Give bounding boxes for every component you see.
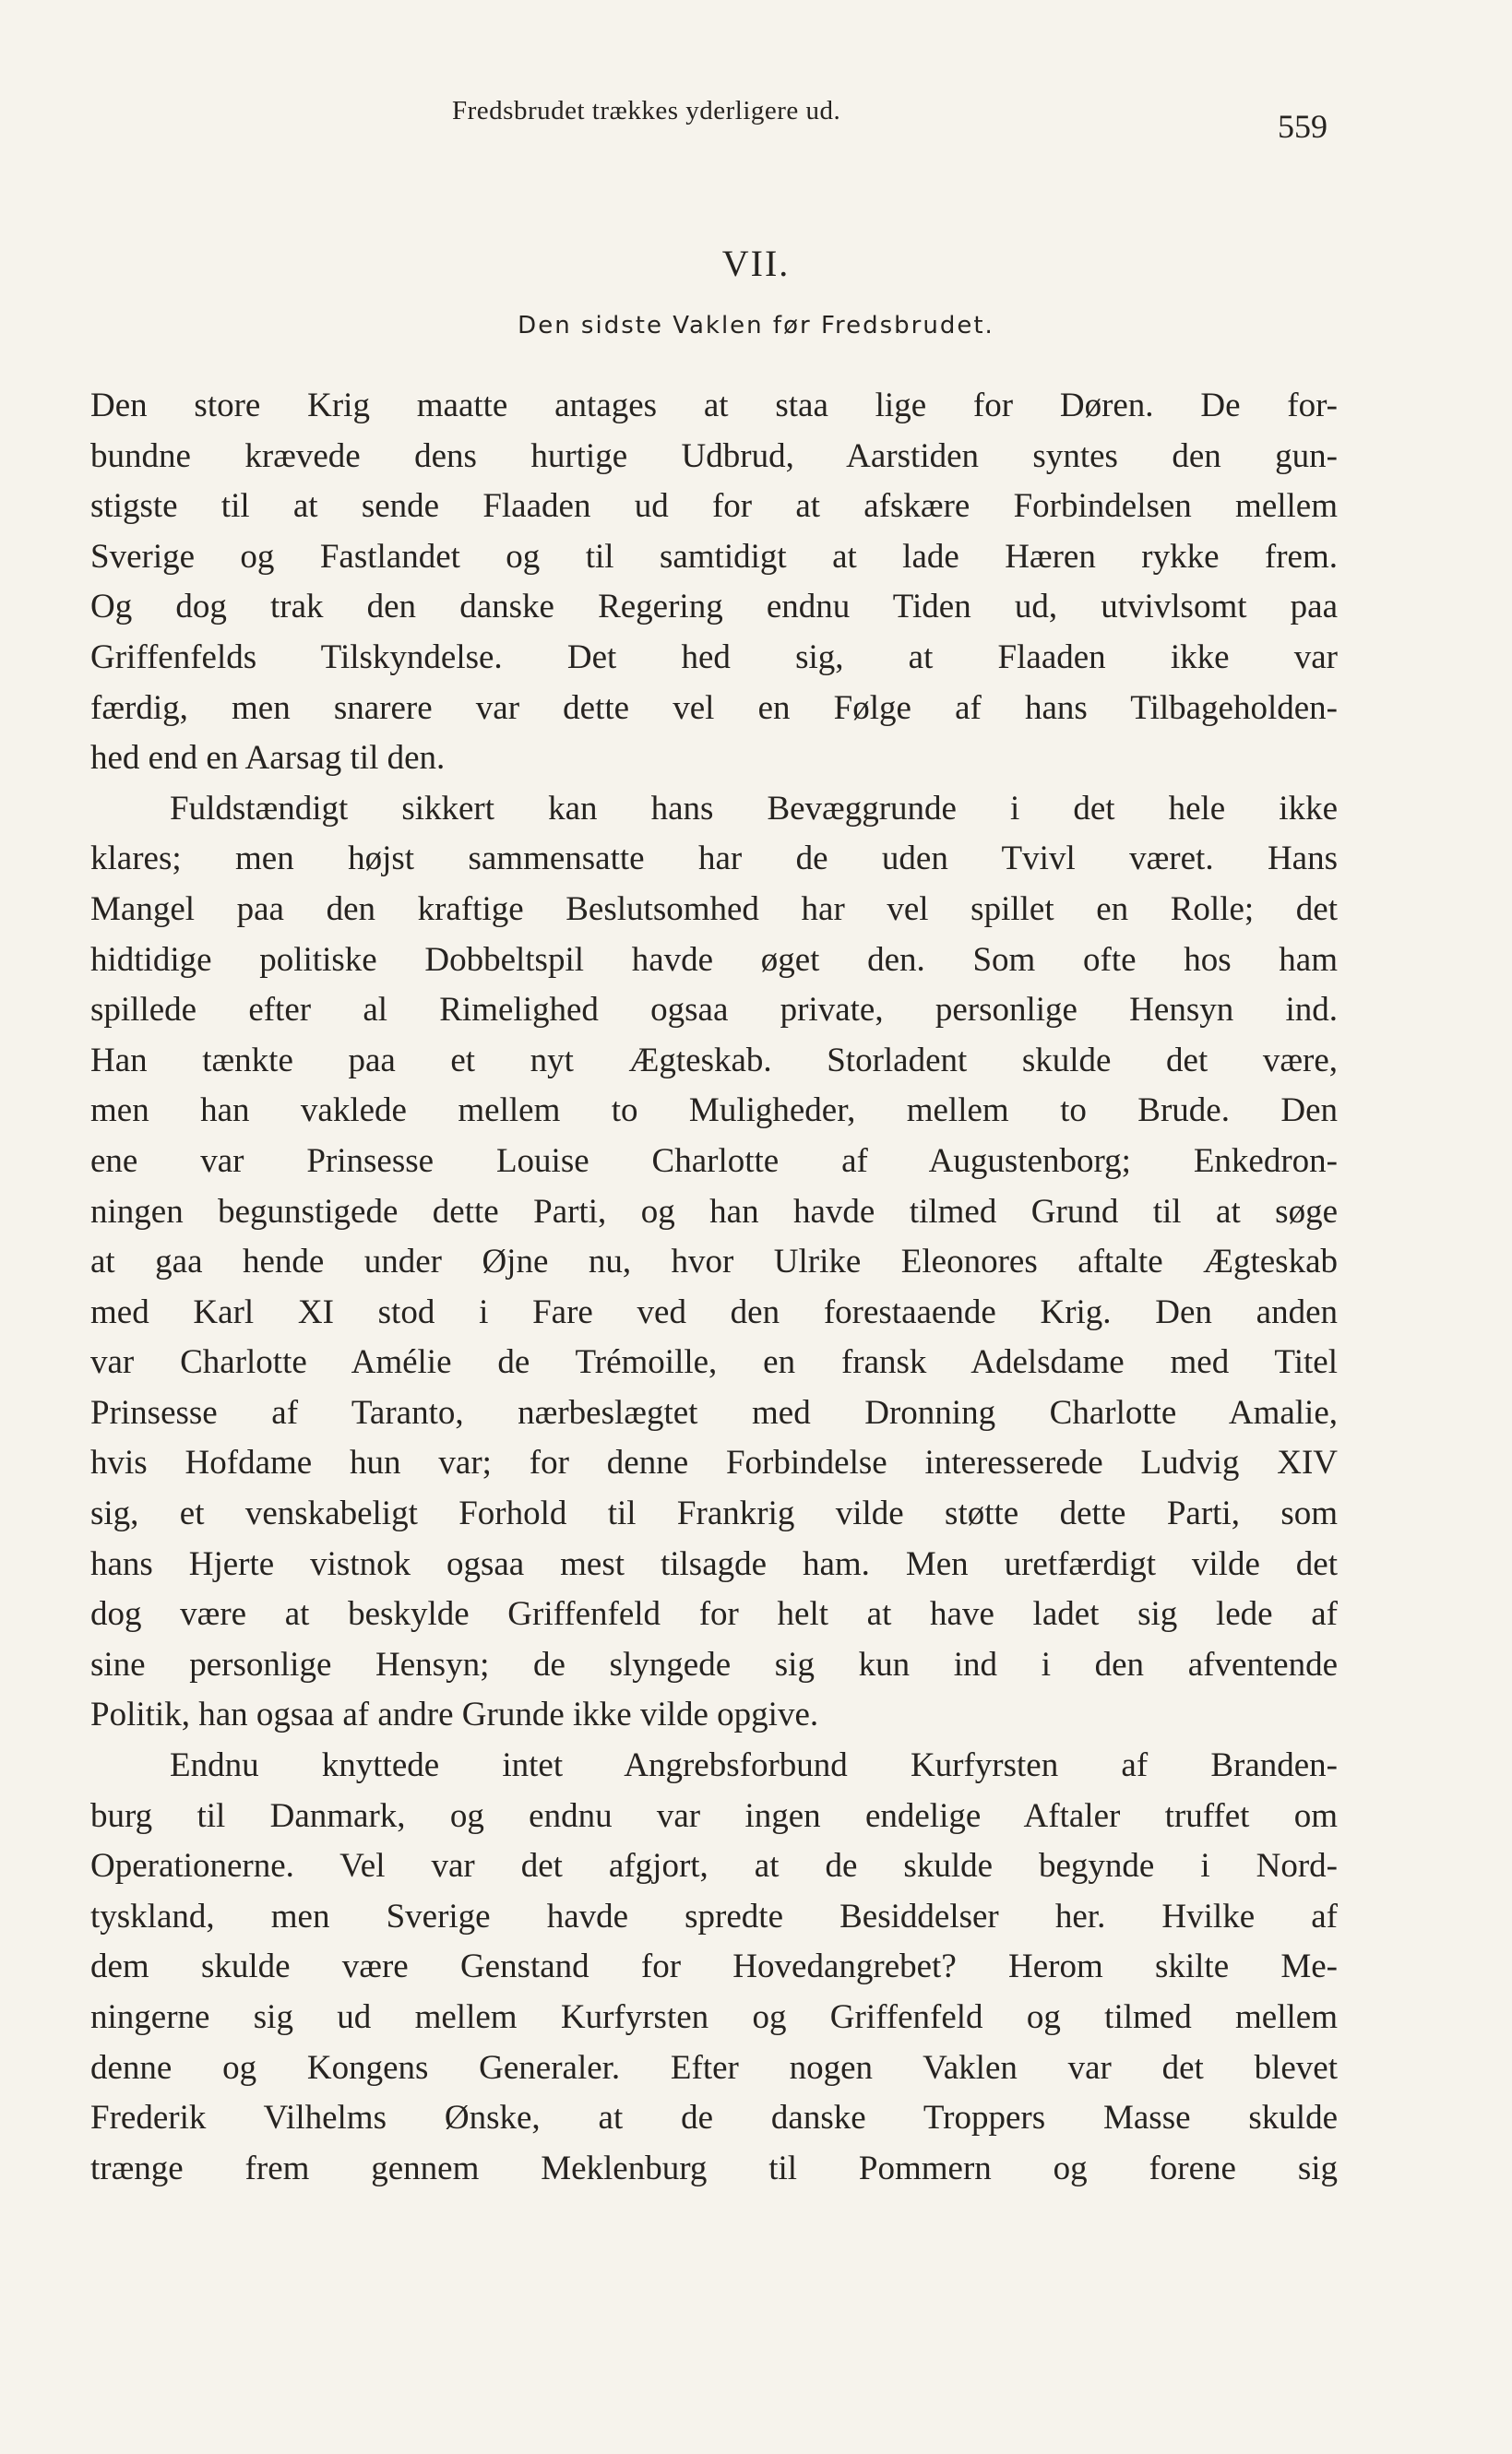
text-line: Prinsesse af Taranto, nærbeslægtet med Dronning Charlotte Amalie,: [90, 1393, 1338, 1432]
text-line: Mangel paa den kraftige Beslutsomhed har vel spillet en Rolle; det: [90, 889, 1338, 928]
text-line: bundne krævede dens hurtige Udbrud, Aarstiden syntes den gun-: [90, 436, 1338, 475]
text-line: stigste til at sende Flaaden ud for at afskære Forbindelsen mellem: [90, 487, 1338, 526]
text-line: spillede efter al Rimelighed ogsaa private, personlige Hensyn ind.: [90, 991, 1338, 1030]
text-line: burg til Danmark, og endnu var ingen endelige Aftaler truffet om: [90, 1796, 1338, 1835]
text-line: færdig, men snarere var dette vel en Følge af hans Tilbageholden-: [90, 688, 1338, 727]
text-line: ningen begunstigede dette Parti, og han havde tilmed Grund til at søge: [90, 1192, 1338, 1231]
chapter-number: VII.: [721, 243, 791, 284]
text-line: hidtidige politiske Dobbeltspil havde øget den. Som ofte hos ham: [90, 940, 1338, 979]
text-line: Han tænkte paa et nyt Ægteskab. Storladent skulde det være,: [90, 1041, 1338, 1079]
text-line: Operationerne. Vel var det afgjort, at de skulde begynde i Nord-: [90, 1847, 1338, 1886]
text-line: hed end en Aarsag til den.: [90, 739, 446, 778]
text-line: Og dog trak den danske Regering endnu Tiden ud, utvivlsomt paa: [90, 588, 1338, 626]
running-head: [0, 96, 1512, 151]
text-line: dog være at beskylde Griffenfeld for helt at have ladet sig lede af: [90, 1595, 1338, 1634]
text-line: klares; men højst sammensatte har de uden Tvivl været. Hans: [90, 840, 1338, 878]
text-line: tyskland, men Sverige havde spredte Besiddelser her. Hvilke af: [90, 1897, 1338, 1936]
text-line: trænge frem gennem Meklenburg til Pommern og forene sig: [90, 2149, 1338, 2187]
text-line: sig, et venskabeligt Forhold til Frankrig vilde støtte dette Parti, som: [90, 1495, 1338, 1533]
text-line: Den store Krig maatte antages at staa lige for Døren. De for-: [90, 387, 1338, 424]
text-line: Politik, han ogsaa af andre Grunde ikke vilde opgive.: [90, 1696, 819, 1734]
text-line: men han vaklede mellem to Muligheder, mellem to Brude. Den: [90, 1091, 1338, 1130]
chapter-title: Den sidste Vaklen før Fredsbrudet.: [518, 312, 994, 340]
text-line: ningerne sig ud mellem Kurfyrsten og Griffenfeld og tilmed mellem: [90, 1998, 1338, 2036]
text-line: Fuldstændigt sikkert kan hans Bevæggrunde i det hele ikke: [170, 789, 1338, 828]
text-line: ene var Prinsesse Louise Charlotte af Augustenborg; Enkedron-: [90, 1141, 1338, 1180]
text-line: var Charlotte Amélie de Trémoille, en fransk Adelsdame med Titel: [90, 1343, 1338, 1382]
text-line: hvis Hofdame hun var; for denne Forbindelse interesserede Ludvig XIV: [90, 1444, 1338, 1483]
page-number: 559: [1278, 108, 1327, 145]
body-text: [90, 381, 1338, 2194]
text-line: Frederik Vilhelms Ønske, at de danske Troppers Masse skulde: [90, 2099, 1338, 2138]
running-title: Fredsbrudet trækkes yderligere ud.: [452, 96, 841, 125]
text-line: at gaa hende under Øjne nu, hvor Ulrike Eleonores aftalte Ægteskab: [90, 1243, 1338, 1281]
text-line: dem skulde være Genstand for Hovedangrebet? Herom skilte Me-: [90, 1948, 1338, 1986]
text-line: Griffenfelds Tilskyndelse. Det hed sig, at Flaaden ikke var: [90, 637, 1338, 676]
text-line: sine personlige Hensyn; de slyngede sig kun ind i den afventende: [90, 1645, 1338, 1684]
text-line: Endnu knyttede intet Angrebsforbund Kurfyrsten af Branden-: [170, 1746, 1338, 1785]
text-line: hans Hjerte vistnok ogsaa mest tilsagde ham. Men uretfærdigt vilde det: [90, 1544, 1338, 1583]
text-line: Sverige og Fastlandet og til samtidigt at lade Hæren rykke frem.: [90, 537, 1338, 576]
text-line: denne og Kongens Generaler. Efter nogen Vaklen var det blevet: [90, 2048, 1338, 2087]
text-line: med Karl XI stod i Fare ved den forestaaende Krig. Den anden: [90, 1293, 1338, 1331]
